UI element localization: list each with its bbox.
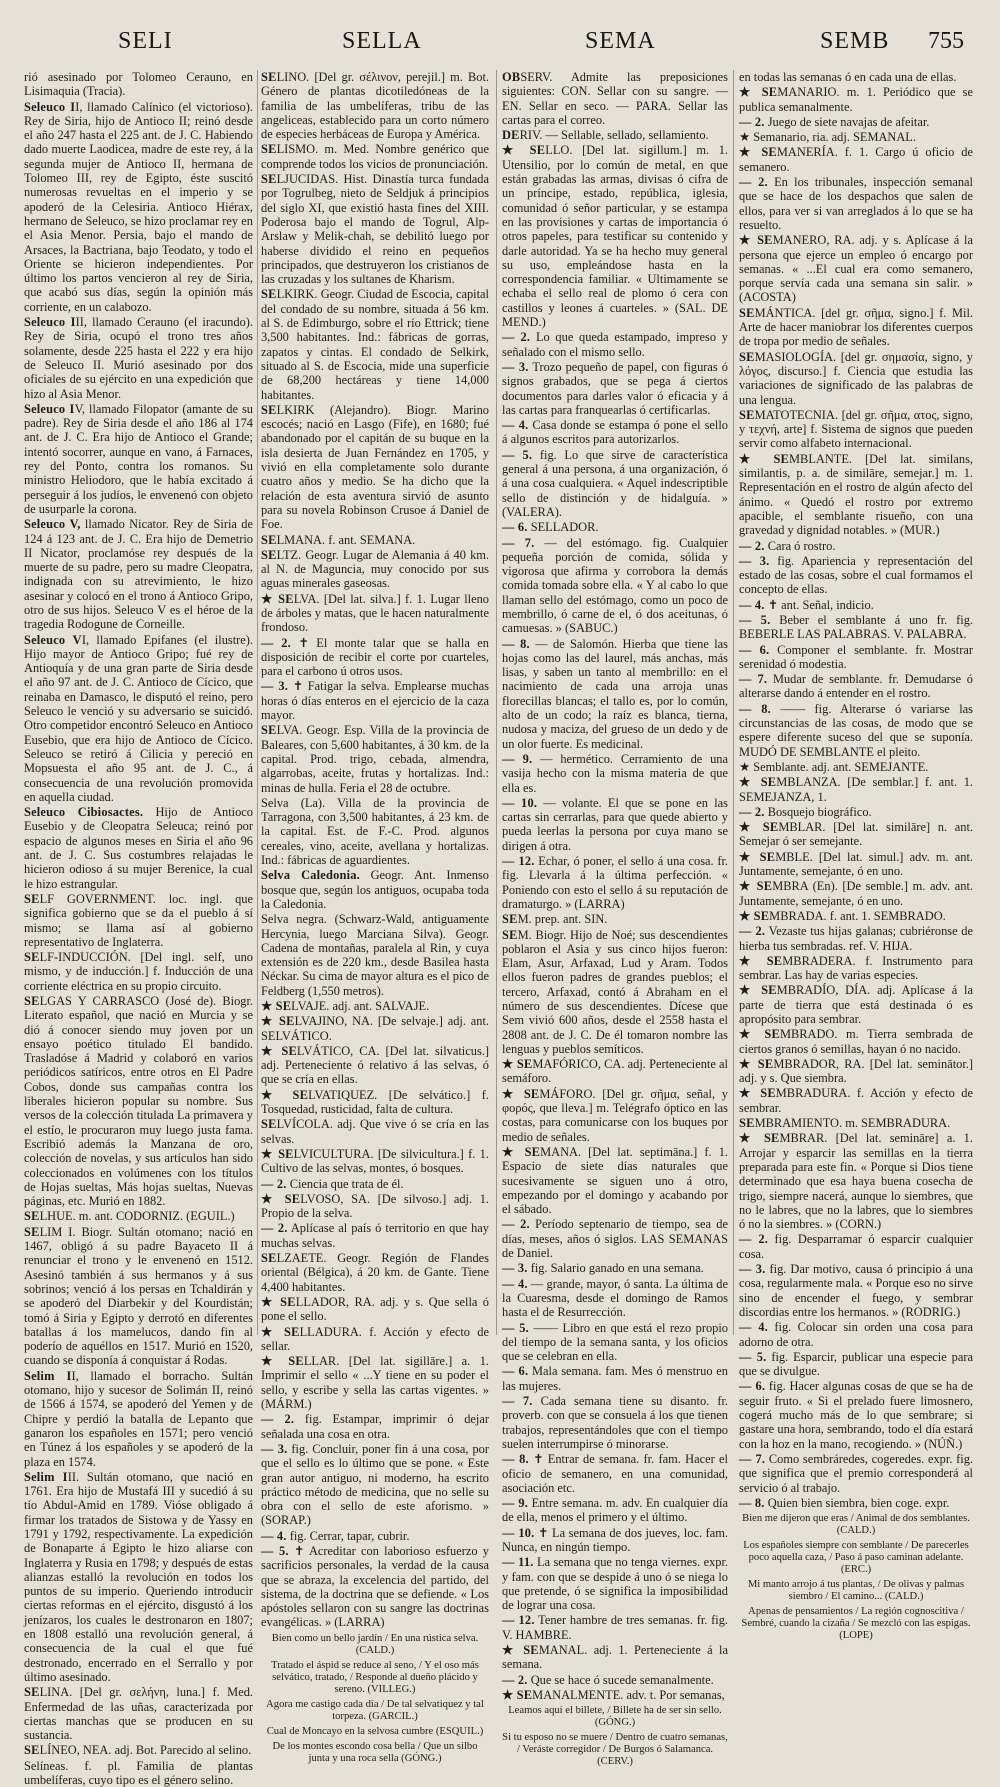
column-divider: [257, 70, 258, 1335]
dictionary-entry: — 5. ✝ Acreditar con laborioso esfuerzo y sacrificios personales, la verdad de la causa que se abraza, la excelencia del partido, del sistema, de la doctrina que se defiende. « Los apóstoles sellaron con su sangre las doctrinas evangélicas. » (LARRA): [261, 1543, 489, 1630]
dictionary-entry: — 5. fig. Esparcir, publicar una especie para que se divulgue.: [739, 1349, 973, 1379]
dictionary-entry: ★ SEMAFÓRICO, CA. adj. Perteneciente al semáforo.: [502, 1057, 728, 1086]
dictionary-entry: ★ SELVÁTICO, CA. [Del lat. silvaticus.] adj. Perteneciente ó relativo á las selvas, ó que se cría en ellas.: [261, 1043, 489, 1087]
dictionary-entry: SELHUE. m. ant. CODORNIZ. (EGUIL.): [24, 1209, 235, 1224]
dictionary-entry: — 2. Juego de siete navajas de afeitar.: [739, 114, 930, 129]
dictionary-entry: SELVÍCOLA. adj. Que vive ó se cría en las selvas.: [261, 1117, 489, 1146]
dictionary-entry: en todas las semanas ó en cada una de ellas.: [739, 70, 957, 84]
dictionary-entry: SEMÁNTICA. [del gr. σῆμα, signo.] f. Mil. Arte de hacer maniobrar los diferentes cuerpos de tropa por medio de señales.: [739, 305, 973, 349]
dictionary-entry: OBSERV. Admite las preposiciones siguientes: CON. Sellar con su sangre. — EN. Sellar en seco. — PARA. Sellar las cartas para el correo.: [502, 70, 728, 127]
dictionary-entry: SELÍNEO, NEA. adj. Bot. Parecido al selino.: [24, 1743, 252, 1758]
dictionary-entry: — 2. Vezaste tus hijas galanas; cubriéronse de hierba tus sembradas. ref. V. HIJA.: [739, 924, 973, 953]
dictionary-entry: — 8. —— fig. Alterarse ó variarse las circunstancias de las cosas, de modo que se espere diferente suceso del que se suponía. MUDÓ DE SEMBLANTE el pleito.: [739, 701, 973, 759]
dictionary-entry: — 3. fig. Apariencia y representación del estado de las cosas, sobre el cual formamos el concepto de ellas.: [739, 553, 973, 597]
dictionary-entry: — 6. Componer el semblante. fr. Mostrar serenidad ó modestia.: [739, 642, 973, 671]
dictionary-entry: SEM. prep. ant. SIN.: [502, 912, 608, 927]
dictionary-entry: ★ SELVAJINO, NA. [De selvaje.] adj. ant. SELVÁTICO.: [261, 1014, 489, 1043]
dictionary-entry: SELF-INDUCCIÓN. [Del ingl. self, uno mismo, y de inducción.] f. Inducción de una corriente eléctrica en su propio circuito.: [24, 950, 253, 993]
dictionary-entry: — 4. Casa donde se estampa ó pone el sello á algunos escritos para autorizarlos.: [502, 418, 728, 447]
dictionary-entry: SEM. Biogr. Hijo de Noé; sus descendientes poblaron el Asia y sus cinco hijos fueron: Elam, Asur, Arfaxad, Lud y Aram. Todos ellos fueron padres de grandes pueblos; el tercero, Arfaxad, contó á Abraham en el número de sus descendientes. Dícese que Sem vivió 600 años, desde el 2558 hasta el 2808 ant. de J. C. De él tomaron nombre las lenguas y pueblos semíticos.: [502, 927, 728, 1056]
dictionary-entry: ★ SEMBLANTE. [Del lat. similans, similantis, p. a. de similāre, semejar.] m. 1. Representación en el rostro de algún afecto del ánimo. « Quedó el rostro por extremo apacible, el semblante risueño, con una gravedad y dignidad notables. » (MUR.): [739, 451, 973, 538]
dictionary-entry: — 7. Cada semana tiene su disanto. fr. proverb. con que se consuela á los que tienen trabajos, representándoles que con el tiempo suelen interrumpirse ó minorarse.: [502, 1394, 728, 1451]
dictionary-entry: Selva (La). Villa de la provincia de Tarragona, con 3,500 habitantes, á 23 km. de la capital. Est. de F.-C. Prod. algunos cereales, vino, aceite, avellana y hortalizas. Ind.: fábricas de aguardientes.: [261, 795, 489, 868]
dictionary-entry: SEMASIOLOGÍA. [del gr. σημασία, signo, y λόγος, discurso.] f. Ciencia que estudia las variaciones de significado de las palabras de una lengua.: [739, 349, 973, 407]
dictionary-entry: ★ SELVA. [Del lat. silva.] f. 1. Lugar lleno de árboles y matas, que le hacen naturalmente frondoso.: [261, 591, 489, 635]
dictionary-entry: ★ SEMBLAR. [Del lat. similāre] n. ant. Semejar ó ser semejante.: [739, 820, 973, 849]
verse-quote: De los montes escondo cosa bella / Que un silbo junta y una roca sella (GÓNG.): [272, 1740, 478, 1764]
dictionary-entry: ★ SELVAJE. adj. ant. SALVAJE.: [261, 999, 430, 1013]
dictionary-entry: ★ SEMÁFORO. [Del gr. σῆμα, señal, y φορός, que lleva.] m. Telégrafo óptico en las costas, para comunicarse con los buques por medio de señales.: [502, 1086, 728, 1144]
verse-quote: Los españoles siempre con semblante / De parecerles poco aquella caza, / Paso á paso caminan adelante. (ERC.): [743, 1540, 969, 1576]
dictionary-entry: — 10. — volante. El que se pone en las cartas sin cerrarlas, para que quede abierto y pueda leerlas la persona por cuya mano se dirigen á otra.: [502, 795, 728, 853]
dictionary-entry: Seleuco Cibiosactes. Hijo de Antioco Eusebio y de Cleopatra Seleuca; reinó por espacio de algunos meses en Siria el año 96 ant. de J. C. Sus costumbres relajadas le hicieron odioso á su mujer Berenice, la cual le hizo estrangular.: [24, 805, 253, 891]
dictionary-entry: ★ SEMBLANZA. [De semblar.] f. ant. 1. SEMEJANZA, 1.: [739, 775, 973, 804]
dictionary-entry: Seleuco VI, llamado Epifanes (el ilustre). Hijo mayor de Antioco Gripo; fué rey de Antioquía y de una gran parte de Siria desde el año 97 ant. de J. C. Antioco de Cícico, que reinaba en Damasco, le disputó el reino, pero Seleuco le venció y su adversario se suicidó. Otro competidor encontró Seleuco en Antioco Eusebio, que era hijo de Antioco de Cícico. Seleuco se retiró á Cilicia y pereció en Mopsuesta el año 95 ant. de J. C., á consecuencia de una revolución promovida en aquella ciudad.: [24, 632, 254, 804]
dictionary-entry: SELJUCIDAS. Hist. Dinastía turca fundada por Togrulbeg, nieto de Seldjuk á principios del siglo XI, que existió hasta fines del XIII. Poderosa bajo el mando de Togrul, Alp-Arslaw y Melik-chah, se debilitó luego por haberse dividido el reino en pequeños principados, que destruyeron los cristianos de las cruzadas y los sultanes de Kharism.: [261, 172, 489, 287]
column-4: [739, 70, 974, 1642]
dictionary-entry: Seleuco II, llamado Calínico (el victorioso). Rey de Siria, hijo de Antioco II; reinó desde el año 247 hasta el 225 ant. de J. C. Habiendo dado muerte Laodicea, madre de este rey, á la segunda mujer de Antioco II, hermana de Tolomeo III, rey de Egipto, éste suscitó numerosas revueltas en el imperio y se apoderó de la Celesiria. Antioco Hiérax, hermano de Seleuco, se hizo proclamar rey en el Asia Menor. Persia, bajo el mando de Arsaces, la Bactriana, bajo Teodato, y todo el Oriente se hicieron independientes. Por último los partos vencieron al rey de Siria, que acabó sus días, según la opinión más corriente, en un calabozo.: [24, 99, 254, 314]
dictionary-entry: ★ SEMANERÍA. f. 1. Cargo ú oficio de semanero.: [739, 145, 973, 174]
dictionary-entry: ★ SELLAR. [Del lat. sigillāre.] a. 1. Imprimir el sello « ...Y tiene en su poder el sello, y escribe y sella las cartas vigentes. » (MÁRM.): [261, 1354, 489, 1412]
dictionary-entry: ★ SEMANERO, RA. adj. y s. Aplícase á la persona que ejerce un empleo ó encargo por semanas. « ...El cual era como semanero, porque servía cada una semana sin salir. » (ACOSTA): [739, 233, 973, 305]
dictionary-entry: — 2. ✝ El monte talar que se halla en disposición de recibir el corte por cuarteles, para el carbono ú otros usos.: [261, 635, 489, 679]
dictionary-entry: Selva negra. (Schwarz-Wald, antiguamente Hercynia, luego Marciana Silva). Geogr. Cadena de montañas, paralela al Rin, y cuya extensión es de 220 km., desde Basilea hasta Néckar. Su cima de mayor altura es el pico de Feldberg (1,550 metros).: [261, 912, 489, 998]
dictionary-entry: — 12. Tener hambre de tres semanas. fr. fig. V. HAMBRE.: [502, 1613, 728, 1642]
dictionary-entry: rió asesinado por Tolomeo Cerauno, en Lisimaquia (Tracia).: [24, 70, 253, 99]
verse-quote: Si tu esposo no se muere / Dentro de cuatro semanas, / Veráste corregidor / De Burgos ó Salamanca. (CERV.): [502, 1732, 728, 1768]
verse-quote: Bien como un bello jardín / En una rústica selva. (CALD.): [271, 1632, 479, 1656]
dictionary-entry: — 5. Beber el semblante á uno fr. fig. BEBERLE LAS PALABRAS. V. PALABRA.: [739, 612, 973, 642]
dictionary-entry: — 5. fig. Lo que sirve de característica general á una persona, á una organización, ó á una cosa cualquiera. « Aquel indescriptible sello de distinción y de hidalguía. » (VALERA).: [502, 447, 728, 519]
dictionary-entry: — 7. Mudar de semblante. fr. Demudarse ó alterarse dando á entender en el rostro.: [739, 672, 973, 701]
dictionary-entry: Seleuco V, llamado Nicator. Rey de Siria de 124 á 123 ant. de J. C. Era hijo de Demetrio II Nicator, proclamóse rey después de la muerte de su padre, pero su madre Cleopatra, indignada con su atrevimiento, le hizo asesinar y colocó en el trono á Antioco Gripo, otro de sus hijos. Seleuco V es el héroe de la tragedia Rodogune de Corneille.: [24, 517, 253, 632]
dictionary-entry: ★ SELLO. [Del lat. sigillum.] m. 1. Utensilio, por lo común de metal, en que están grabadas las armas, divisas ó cifra de un príncipe, estado, república, iglesia, comunidad ó señor particular, y se estampa en las provisiones y cartas de importancia ó otros papeles, para testificar su contenido y darle autoridad. Ya se ha hecho muy general su uso, empleándose hasta en la correspondencia familiar. « Ultimamente se echaba el sello real de plomo ó cera con castillos y leones á cuarteles. » (SAL. DE MEND.): [502, 143, 728, 330]
dictionary-entry: DERIV. — Sellable, sellado, sellamiento.: [502, 128, 709, 143]
running-head-right: SEMB: [820, 28, 890, 54]
dictionary-entry: — 3. ✝ Fatigar la selva. Emplearse muchas horas ó días enteros en el ejercicio de la caza mayor.: [261, 679, 489, 723]
verse-quote: Cual de Moncayo en la selvosa cumbre (ESQUIL.): [266, 1725, 484, 1737]
dictionary-entry: — 2. Ciencia que trata de él.: [261, 1176, 404, 1191]
dictionary-entry: — 9. Entre semana. m. adv. En cualquier día de ella, menos el primero y el último.: [502, 1496, 728, 1525]
dictionary-entry: SELINO. [Del gr. σέλινον, perejil.] m. Bot. Género de plantas dicotiledóneas de la familia de las umbelíferas, tribu de las angeliceas, establecido para un corto número de especies herbáceas de Europa y América.: [261, 70, 489, 142]
dictionary-entry: — 8. ✝ Entrar de semana. fr. fam. Hacer el oficio de semanero, en una comunidad, asociación etc.: [502, 1452, 728, 1495]
dictionary-entry: Selva Caledonia. Geogr. Ant. Inmenso bosque que, según los antiguos, ocupaba toda la Caledonia.: [261, 868, 489, 911]
dictionary-entry: SEMATOTECNIA. [del gr. σῆμα, ατος, signo, y τεχνή, arte] f. Sistema de signos que pueden servir como alfabeto internacional.: [739, 407, 973, 451]
dictionary-entry: Selíneas. f. pl. Familia de plantas umbelíferas, cuyo tipo es el género selino.: [24, 1758, 253, 1787]
dictionary-entry: Selim II, llamado el borracho. Sultán otomano, hijo y sucesor de Solimán II, reinó de 1566 á 1574, se apoderó del Yemen y de Chipre y perdió la batalla de Lepanto que ganaron los españoles en 1571; pero venció en Túnez á los españoles y se apoderó de la plaza en 1574.: [24, 1368, 253, 1469]
dictionary-entry: ★ SEMANAL. adj. 1. Perteneciente á la semana.: [502, 1643, 728, 1672]
dictionary-entry: — 5. —— Libro en que está el rezo propio del tiempo de la semana santa, y los oficios que se celebran en ella.: [502, 1320, 728, 1364]
dictionary-entry: Seleuco IV, llamado Filopator (amante de su padre). Rey de Siria desde el año 186 al 174 ant. de J. C. Era hijo de Antioco el Grande; intentó socorrer, aunque en vano, á Farnaces, rey del Ponto, contra los romanos. Su ministro Heliodoro, que le había excitado á perseguir á los judíos, le envenenó con objeto de usurparle la corona.: [24, 401, 253, 516]
verse-quote: Mi manto arrojo á tus plantas, / De olivas y palmas siembro / El camino... (CALD.): [747, 1579, 965, 1603]
dictionary-entry: SELINA. [Del gr. σελήνη, luna.] f. Med. Enfermedad de las uñas, caracterizada por ciertas manchas que se producen en su sustancia.: [24, 1685, 253, 1743]
dictionary-entry: — 2. En los tribunales, inspección semanal que se hace de los despachos que salen de ellos, para ver si van arreglados á lo que se ha resuelto.: [739, 175, 973, 232]
dictionary-entry: ★ SEMBRAR. [Del lat. semināre] a. 1. Arrojar y esparcir las semillas en la tierra preparada para este fin. « Porque si Dios tiene determinado que esa haya buena cosecha de trigo, siempre nacerá, aunque lo siembres, que no le labres, que no la labres, que lo siembres ó no la siembres. » (CORN.): [739, 1131, 973, 1232]
verse-quote: Leamos aquí el billete, / Billete ha de ser sin sello. (GÓNG.): [508, 1705, 722, 1729]
page-number: 755: [928, 28, 964, 54]
dictionary-entry: ★ Semanario, ria. adj. SEMANAL.: [739, 130, 916, 145]
dictionary-entry: SELKIRK (Alejandro). Biogr. Marino escocés; nació en Lasgo (Fife), en 1680; fué abandonado por el capitán de su buque en la isla desierta de Juan Fernández en 1705, y vivió en ella completamente solo durante cuatro años y medio. Se ha dicho que la relación de esta aventura sirvió de asunto para su novela Robinson Crusoe á Daniel de Foe.: [261, 402, 489, 532]
column-1: [24, 70, 254, 1787]
dictionary-entry: ★ SELVATIQUEZ. [De selvático.] f. Tosquedad, rusticidad, falta de cultura.: [261, 1087, 489, 1117]
dictionary-entry: ★ SEMBLE. [Del lat. simul.] adv. m. ant. Juntamente, semejante, ó en uno.: [739, 849, 973, 879]
dictionary-entry: — 3. fig. Salario ganado en una semana.: [502, 1261, 704, 1276]
dictionary-entry: ★ Semblante. adj. ant. SEMEJANTE.: [739, 759, 929, 774]
dictionary-entry: — 7. Como sembráredes, cogeredes. expr. fig. que significa que el premio corresponderá al servicio ó al trabajo.: [739, 1451, 973, 1495]
dictionary-entry: — 6. SELLADOR.: [502, 520, 599, 535]
dictionary-entry: ★ SEMANALMENTE. adv. t. Por semanas,: [502, 1687, 725, 1702]
dictionary-entry: ★ SELVICULTURA. [De silvicultura.] f. 1. Cultivo de las selvas, montes, ó bosques.: [261, 1146, 489, 1176]
running-head-center-left: SELLA: [342, 28, 422, 54]
dictionary-entry: — 6. fig. Hacer algunas cosas de que se ha de seguir fruto. « Si el prelado fuere limosnero, cogerá mucho más de lo que sembrare; si gastare una hora, sembrando, todo el día estará con la hoz en la mano, recogiendo. » (NÚÑ.): [739, 1379, 973, 1451]
dictionary-entry: — 2. fig. Estampar, imprimir ó dejar señalada una cosa en otra.: [261, 1412, 489, 1441]
dictionary-entry: SELVA. Geogr. Esp. Villa de la provincia de Baleares, con 5,600 habitantes, á 30 km. de la capital. Prod. trigo, cebada, almendra, algarrobas, aceite, frutas y hortalizas. Ind.: minas de hulla. Feria el 28 de octubre.: [261, 723, 489, 795]
dictionary-entry: — 2. Bosquejo biográfico.: [739, 804, 872, 819]
column-2: [261, 70, 489, 1764]
dictionary-entry: — 2. Lo que queda estampado, impreso y señalado con el mismo sello.: [502, 330, 728, 359]
dictionary-entry: SELISMO. m. Med. Nombre genérico que comprende todos los vicios de pronunciación.: [261, 142, 489, 171]
dictionary-entry: SELIM I. Biogr. Sultán otomano; nació en 1467, obligó á su padre Bayaceto II á renunciar el trono y le envenenó en 1512. Asesinó también á sus hermanos y á sus sobrinos; venció á los persas en Tchaldirán y se apoderó del Diarbekir y del Kourdistán; tomó á Siria y Egipto y derrotó en diferentes batallas á los mamelucos, dando fin al poderío de aquéllos en 1517. Murió en 1520, cuando se disponía á conquistar á Rodas.: [24, 1224, 253, 1368]
dictionary-entry: SELKIRK. Geogr. Ciudad de Escocia, capital del condado de su nombre, situada á 56 km. al S. de Edimburgo, sobre el río Ettrick; tiene 3,500 habitantes. Ind.: fábricas de gorras, zapatos y cintas. El condado de Selkirk, situado al S. de Escocia, mide una superficie de 68,200 hectáreas y tiene 14,000 habitantes.: [261, 287, 489, 402]
dictionary-entry: — 8. Quien bien siembra, bien coge. expr.: [739, 1495, 950, 1510]
dictionary-entry: SELZAETE. Geogr. Región de Flandes oriental (Bélgica), á 20 km. de Gante. Tiene 4,400 habitantes.: [261, 1251, 489, 1294]
dictionary-entry: — 3. fig. Dar motivo, causa ó principio á una cosa, regularmente mala. « Porque eso no sirve sino de encender el fuego, y sembrar discordias entre los hermanos. » (RODRIG.): [739, 1262, 973, 1319]
running-head-center-right: SEMA: [585, 28, 656, 54]
dictionary-entry: — 2. Período septenario de tiempo, sea de días, meses, años ó siglos. LAS SEMANAS de Daniel.: [502, 1217, 728, 1261]
dictionary-entry: — 6. Mala semana. fam. Mes ó menstruo en las mujeres.: [502, 1364, 728, 1393]
dictionary-entry: — 4. fig. Cerrar, tapar, cubrir.: [261, 1528, 410, 1543]
dictionary-entry: — 3. Trozo pequeño de papel, con figuras ó signos grabados, que se pega á ciertos documentos para darles valor ó eficacia y á las cartas para franquearlas ó certificarlas.: [502, 359, 728, 417]
dictionary-entry: ★ SEMBRADÍO, DÍA. adj. Aplícase á la parte de tierra que está destinada ó es apropósito para sembrar.: [739, 983, 973, 1026]
dictionary-entry: ★ SEMBRADO. m. Tierra sembrada de ciertos granos ó semillas, hayan ó no nacido.: [739, 1027, 973, 1056]
dictionary-entry: SELGAS Y CARRASCO (José de). Biogr. Literato español, que nació en Murcia y se dió á conocer siendo muy joven por un ensayo poético titulado El bandido. Trasladóse á Madrid y colaboró en varios periódicos satíricos, entre otros en El Padre Cobos, donde sus campañas contra los liberales hicieron popular su nombre. Sus versos de la colección titulada La primavera y el estío, le procuraron muy luego justa fama. Escribió además la Manzana de oro, colección de novelas, y sus artículos han sido coleccionados en volúmenes con los títulos de Hojas sueltas, Más hojas sueltas, Nuevas páginas, etc. Murió en 1882.: [24, 994, 253, 1209]
verse-quote: Tratado el áspid se reduce al seno, / Y el oso más selvático, tratado, / Responde al dueño plácido y sereno. (VILLEG.): [271, 1659, 479, 1695]
dictionary-entry: SEMBRAMIENTO. m. SEMBRADURA.: [739, 1116, 951, 1131]
dictionary-entry: — 8. — de Salomón. Hierba que tiene las hojas como las del laurel, más anchas, más lisas, y saben un tanto al membrillo: en el nacimiento de cada una arroja unas florecillas blancas; el tallo es, por lo común, alto de un codo; la raíz es blanca, tierna, nudosa y maciza, del grueso de un dedo y de un olor fuerte. Es medicinal.: [502, 636, 728, 751]
dictionary-entry: — 2. fig. Desparramar ó esparcir cualquier cosa.: [739, 1232, 973, 1261]
dictionary-entry: — 2. Cara ó rostro.: [739, 538, 836, 553]
dictionary-entry: — 4. — grande, mayor, ó santa. La última de la Cuaresma, desde el domingo de Ramos hasta el de Resurrección.: [502, 1276, 728, 1320]
dictionary-entry: ★ SEMBRADURA. f. Acción y efecto de sembrar.: [739, 1086, 973, 1115]
dictionary-entry: — 4. fig. Colocar sin orden una cosa para adorno de otra.: [739, 1320, 973, 1349]
dictionary-entry: ★ SEMBRADOR, RA. [Del lat. seminātor.] adj. y s. Que siembra.: [739, 1056, 973, 1086]
dictionary-entry: ★ SEMBRADERA. f. Instrumento para sembrar. Las hay de varias especies.: [739, 953, 973, 983]
dictionary-entry: ★ SEMANA. [Del lat. septimāna.] f. 1. Espacio de siete días naturales que sucesivamente se siguen uno á otro, empezando por el domingo y acabando por el sábado.: [502, 1144, 728, 1217]
dictionary-entry: — 12. Echar, ó poner, el sello á una cosa. fr. fig. Llevarla á la última perfección. « Poniendo con esto el sello á su reputación de dramaturgo. » (LARRA): [502, 854, 728, 911]
verse-quote: Agora me castigo cada día / De tal selvatiquez y tal torpeza. (GARCIL.): [266, 1698, 484, 1722]
dictionary-entry: — 3. fig. Concluir, poner fin á una cosa, por que el sello es lo último que se pone. « Este gran autor antiguo, ni moderno, ha escrito práctico método de medicina, que no selle su obra con el sello de este aforismo. » (SORAP.): [261, 1441, 489, 1528]
dictionary-entry: — 9. — hermético. Cerramiento de una vasija hecho con la misma materia de que ella es.: [502, 751, 728, 795]
dictionary-entry: ★ SELLADURA. f. Acción y efecto de sellar.: [261, 1324, 489, 1353]
dictionary-entry: SELMANA. f. ant. SEMANA.: [261, 532, 416, 547]
dictionary-entry: ★ SELVOSO, SA. [De silvoso.] adj. 1. Propio de la selva.: [261, 1191, 489, 1221]
dictionary-entry: Seleuco III, llamado Cerauno (el iracundo). Rey de Siria, ocupó el trono tres años solamente, desde 225 hasta el 222 y era hijo de Seleuco II. Murió asesinado por dos oficiales de su ejército en una expedición que hizo al Asia Menor.: [24, 315, 253, 401]
page-header: [0, 28, 1000, 64]
dictionary-entry: — 10. ✝ La semana de dos jueves, loc. fam. Nunca, en ningún tiempo.: [502, 1525, 728, 1554]
column-divider: [496, 70, 497, 1335]
column-3: [502, 70, 728, 1768]
dictionary-entry: ★ SEMBRA (En). [De semble.] m. adv. ant. Juntamente, semejante, ó en uno.: [739, 879, 973, 908]
dictionary-entry: ★ SELLADOR, RA. adj. y s. Que sella ó pone el sello.: [261, 1294, 489, 1324]
dictionary-entry: ★ SEMBRADA. f. ant. 1. SEMBRADO.: [739, 908, 946, 923]
column-divider: [733, 70, 734, 1335]
dictionary-entry: — 2. Que se hace ó sucede semanalmente.: [502, 1672, 714, 1687]
dictionary-entry: SELTZ. Geogr. Lugar de Alemania á 40 km. al N. de Maguncia, muy conocido por sus aguas minerales gaseosas.: [261, 547, 489, 591]
dictionary-entry: — 2. Aplícase al país ó territorio en que hay muchas selvas.: [261, 1221, 489, 1250]
dictionary-entry: — 11. La semana que no tenga viernes. expr. y fam. con que se despide á uno ó se niega lo que pretende, ó se significa la imposibilidad de lograr una cosa.: [502, 1555, 728, 1613]
dictionary-entry: Selim III. Sultán otomano, que nació en 1761. Era hijo de Mustafá III y sucedió á su tío Abdul-Amid en 1789. Vióse obligado á firmar los tratados de Sistowa y de Yassy en 1791 y 1792, respectivamente. La expedición de Bonaparte á Egipto le hizo aliarse con Inglaterra y Rusia en 1798; y después de estas alianzas estalló la revolución en todos los puntos de su imperio. Queriendo introducir ciertas reformas en el ejército, disgustó á los jenízaros, los cuales le destronaron en 1807; en 1808 estalló una revolución general, á consecuencia de la cual el que fué destronado, encerrado en el Serrallo y por último asesinado.: [24, 1469, 253, 1684]
running-head-left: SELI: [118, 28, 173, 54]
dictionary-entry: — 7. — del estómago. fig. Cualquier pequeña porción de comida, sólida y vigorosa que afirma y corrobora la demás comida tomada sobre ella. « Y al cabo lo que llaman sello del estómago, como un poco de membrillo, ó carne de el, ó dos aceitunas, ó camuesas. » (SABUC.): [502, 535, 728, 636]
verse-quote: Apenas de pensamientos / La región cognoscitiva / Sembré, cuando la cizaña / Se mezcló con las espigas. (LOPE): [741, 1606, 971, 1642]
dictionary-entry: ★ SEMANARIO. m. 1. Periódico que se publica semanalmente.: [739, 85, 974, 114]
verse-quote: Bien me dijeron que eras / Animal de dos semblantes. (CALD.): [742, 1513, 970, 1537]
dictionary-entry: — 4. ✝ ant. Señal, indicio.: [739, 597, 874, 612]
dictionary-entry: SELF GOVERNMENT. loc. ingl. que significa gobierno que se da el pueblo á sí mismo; se llama así al gobierno representativo de Inglaterra.: [24, 891, 253, 949]
